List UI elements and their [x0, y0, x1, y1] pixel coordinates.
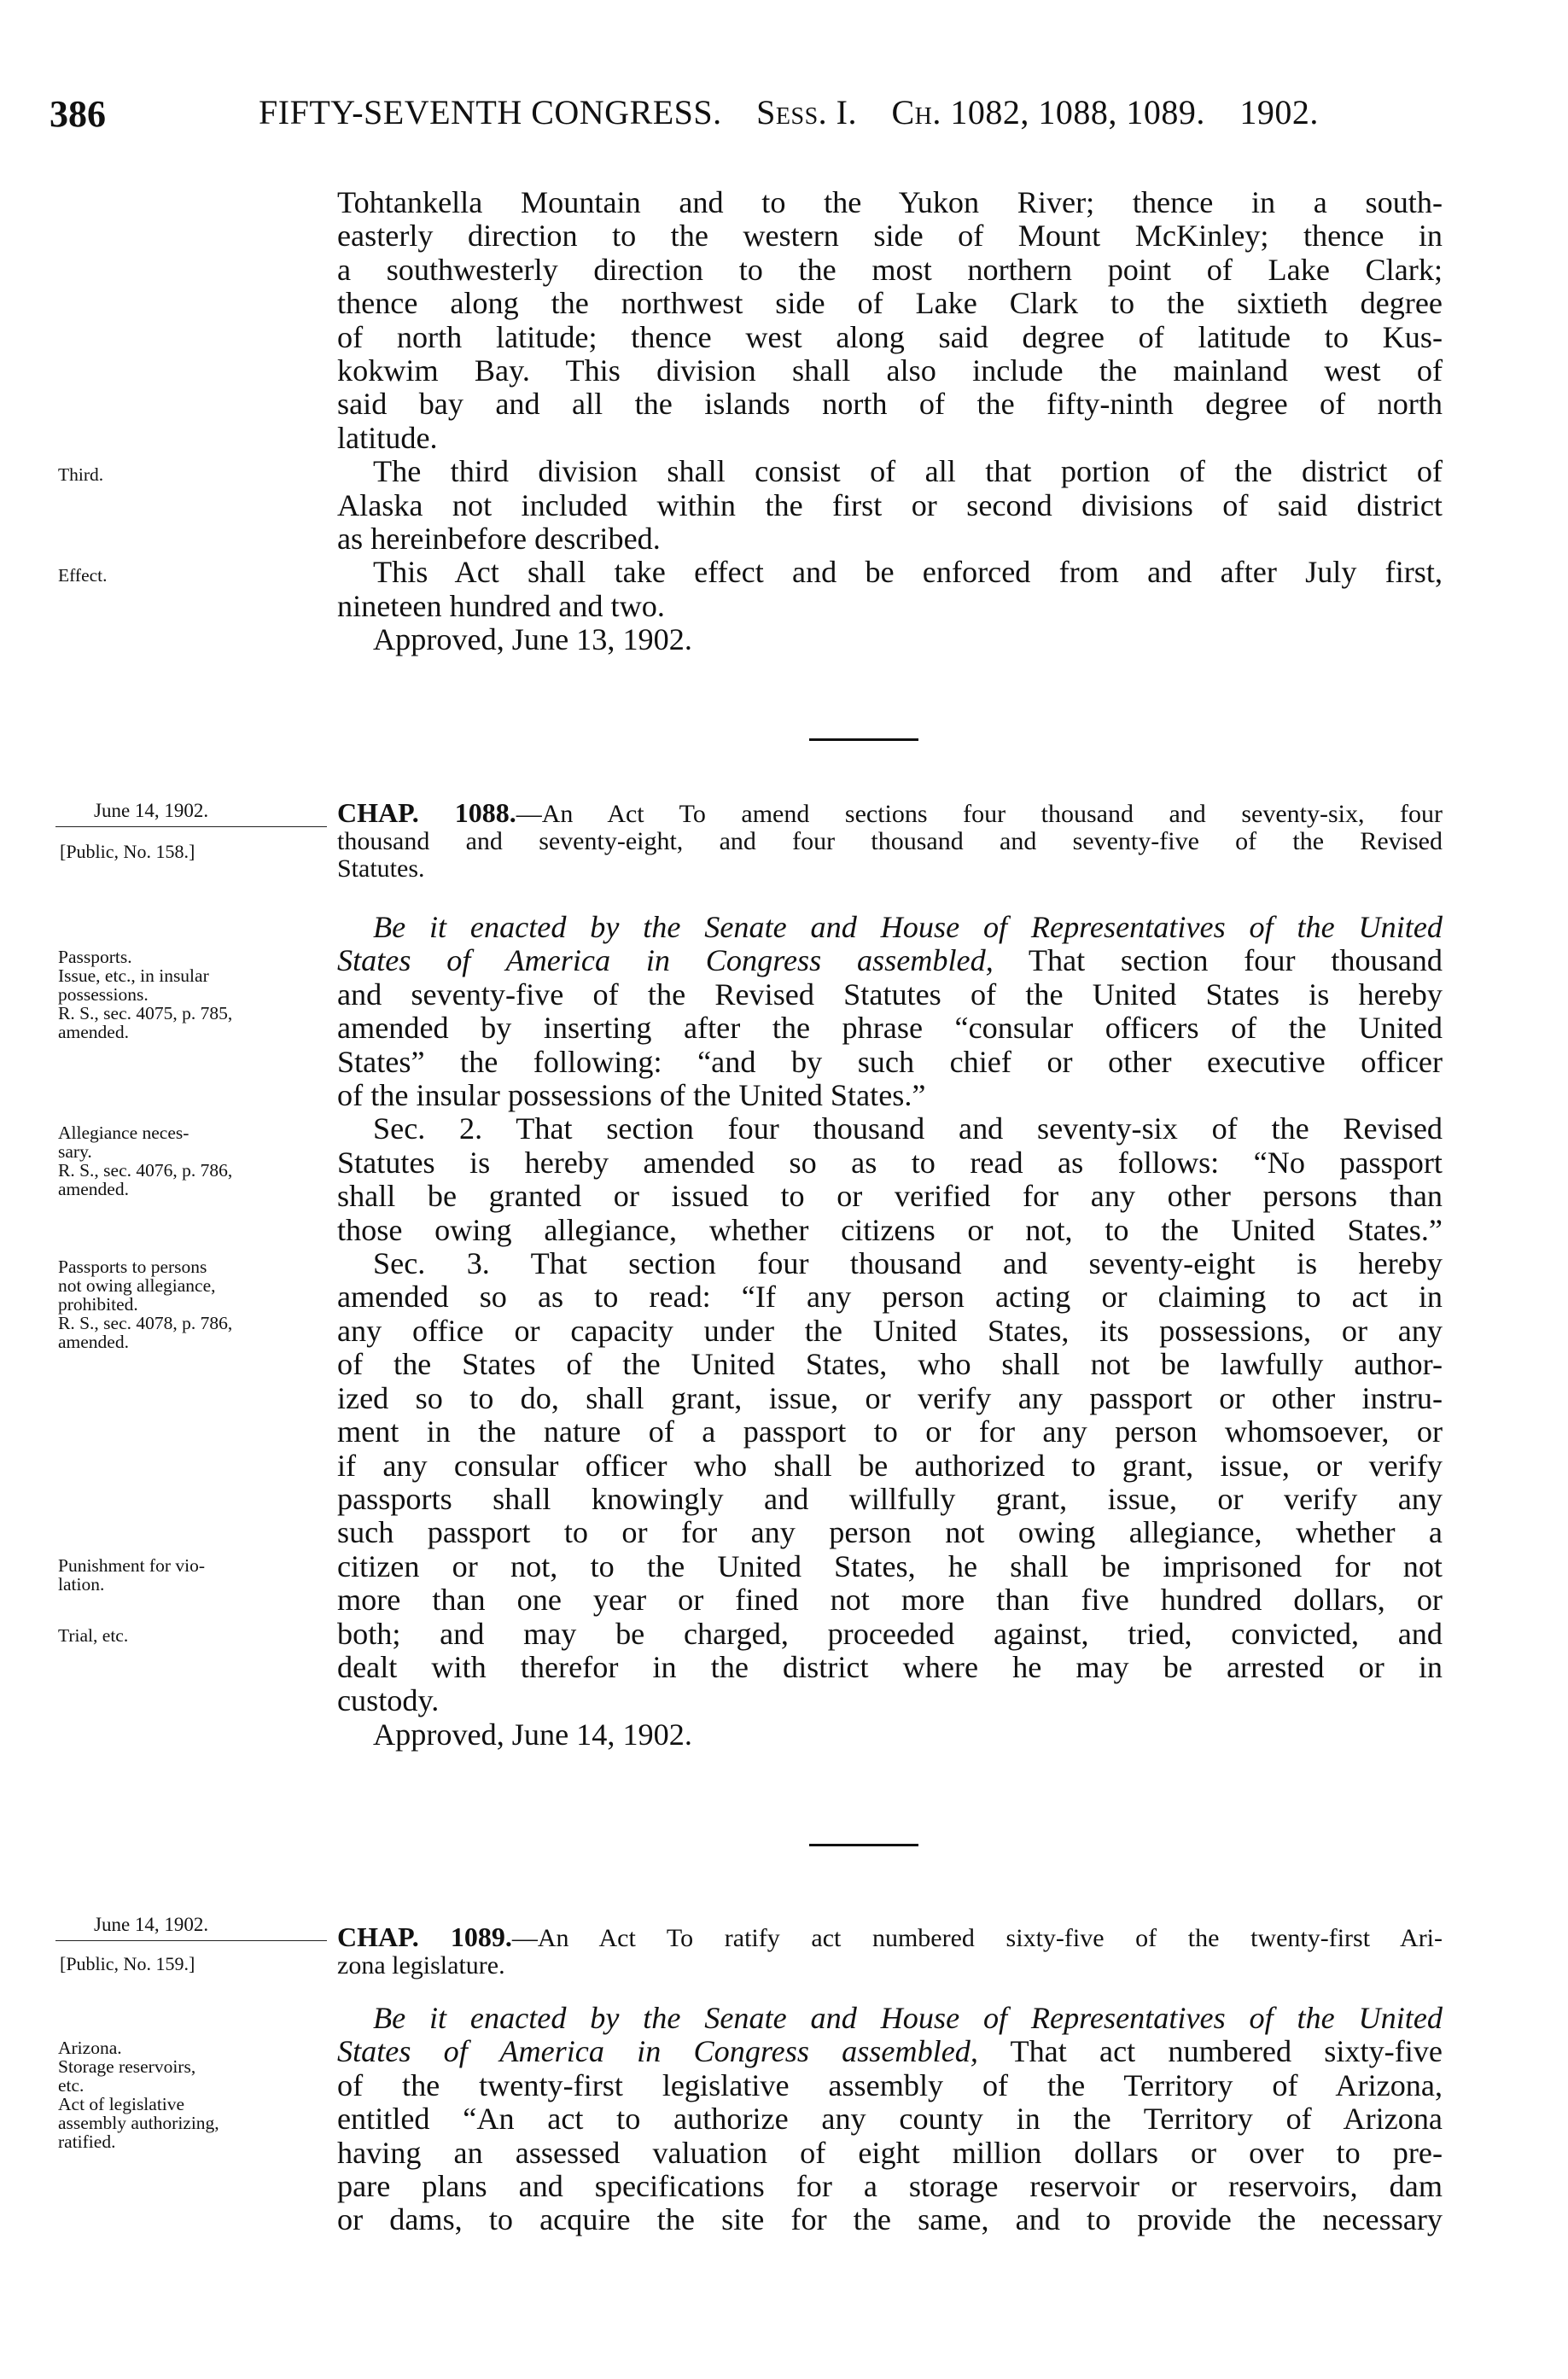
chap1088-public-number: [Public, No. 158.]	[60, 841, 195, 862]
approved-line: Approved, June 13, 1902.	[373, 622, 692, 657]
chapters-label: Ch. 1082, 1088, 1089.	[891, 93, 1205, 131]
margin-note-arizona	[58, 2038, 331, 2151]
text-line: custody.	[337, 1683, 440, 1718]
approved-line: Approved, June 14, 1902.	[373, 1717, 692, 1752]
margin-note-line: sary.	[58, 1141, 92, 1162]
margin-note-trial	[58, 1626, 331, 1645]
enacting-clause: Be it enacted by the Senate and House of Representatives of the United	[373, 2001, 1443, 2035]
text-line: of the insular possessions of the United States.”	[337, 1078, 926, 1113]
congress-title: FIFTY-SEVENTH CONGRESS.	[259, 93, 722, 131]
text-line: Statutes is hereby amended so as to read as follows: “No passport	[337, 1145, 1443, 1180]
chapter-number: CHAP. 1089.	[337, 1921, 512, 1952]
body-text: That act numbered sixty-five	[977, 2034, 1443, 2069]
chap1089-caption	[337, 1923, 1443, 1980]
text-line: shall be granted or issued to or verified for any other persons than	[337, 1179, 1443, 1214]
text-line: or dams, to acquire the site for the same, and to provide the necessary	[337, 2202, 1443, 2237]
margin-note-line: R. S., sec. 4075, p. 785,	[58, 1003, 233, 1023]
margin-rule	[55, 826, 327, 827]
margin-note-line: Punishment for vio-	[58, 1555, 205, 1576]
text-line: The third division shall consist of all that portion of the district of	[373, 454, 1443, 489]
text-line: said bay and all the islands north of the fifty-ninth degree of north	[337, 387, 1443, 422]
text-line: passports shall knowingly and willfully grant, issue, or verify any	[337, 1481, 1443, 1516]
enacting-clause: States of America in Congress assembled,	[337, 943, 994, 978]
text-line: kokwim Bay. This division shall also include the mainland west of	[337, 353, 1443, 388]
chap1089-date: June 14, 1902.	[94, 1914, 209, 1935]
text-line: dealt with therefor in the district where he may be arrested or in	[337, 1649, 1443, 1684]
margin-note-prohibited	[58, 1257, 331, 1351]
caption-line: thousand and seventy-eight, and four thousand and seventy-five of the Revised	[337, 827, 1443, 855]
caption-text: —An Act To amend sections four thousand and seventy-six, four	[516, 800, 1443, 828]
enacting-clause: Be it enacted by the Senate and House of Representatives of the United	[373, 910, 1443, 944]
caption-line	[337, 799, 1443, 828]
text-line: such passport to or for any person not owing allegiance, whether a	[337, 1515, 1443, 1550]
chap1088-date: June 14, 1902.	[94, 800, 209, 821]
margin-note-passports	[58, 948, 331, 1041]
text-line: as hereinbefore described.	[337, 522, 661, 557]
text-line: ment in the nature of a passport to or for any person whomsoever, or	[337, 1414, 1443, 1449]
margin-note-line: R. S., sec. 4076, p. 786,	[58, 1160, 233, 1181]
caption-line: Statutes.	[337, 854, 425, 883]
text-line: Tohtankella Mountain and to the Yukon River; thence in a south-	[337, 185, 1443, 219]
margin-note-allegiance	[58, 1123, 331, 1198]
margin-note-line: amended.	[58, 1179, 129, 1199]
text-line: latitude.	[337, 420, 438, 455]
body-text: That section four thousand	[993, 943, 1443, 978]
section-3-line: Sec. 3. That section four thousand and seventy-eight is hereby	[373, 1246, 1443, 1281]
margin-rule	[55, 1940, 327, 1941]
text-line	[337, 2035, 1443, 2068]
chapter-number: CHAP. 1088.	[337, 797, 516, 828]
margin-note-line: ratified.	[58, 2131, 116, 2152]
page-number: 386	[50, 93, 106, 135]
text-line: those owing allegiance, whether citizens or not, to the United States.”	[337, 1212, 1443, 1247]
margin-note-line: lation.	[58, 1574, 105, 1595]
margin-note-line: Passports to persons	[58, 1257, 207, 1277]
margin-note-punishment	[58, 1556, 331, 1594]
caption-text: —An Act To ratify act numbered sixty-five of the twenty-first Ari-	[511, 1924, 1443, 1952]
margin-note-line: Trial, etc.	[58, 1625, 129, 1646]
margin-note-line: assembly authorizing,	[58, 2113, 219, 2133]
text-line: and seventy-five of the Revised Statutes of the United States is hereby	[337, 977, 1443, 1012]
text-line: ized so to do, shall grant, issue, or verify any passport or other instru-	[337, 1380, 1443, 1415]
header-title	[259, 92, 1319, 132]
chap1089-body	[337, 2002, 1443, 2237]
enacting-clause: States of America in Congress assembled,	[337, 2034, 978, 2069]
margin-note-line: Arizona.	[58, 2038, 122, 2058]
chap1088-caption	[337, 799, 1443, 883]
margin-note-line: not owing allegiance,	[58, 1275, 216, 1296]
text-line: pare plans and specifications for a storage reservoir or reservoirs, dam	[337, 2169, 1443, 2204]
text-line: any office or capacity under the United States, its possessions, or any	[337, 1313, 1443, 1348]
division-text	[337, 186, 1443, 657]
text-line: States” the following: “and by such chief or other executive officer	[337, 1044, 1443, 1079]
text-line: having an assessed valuation of eight million dollars or over to pre-	[337, 2135, 1443, 2170]
text-line: a southwesterly direction to the most northern point of Lake Clark;	[337, 252, 1443, 287]
margin-note-third: Third.	[58, 464, 104, 485]
session-label: Sess. I.	[756, 93, 857, 131]
running-header	[50, 92, 1449, 143]
margin-note-line: Passports.	[58, 947, 132, 967]
chap1088-body	[337, 911, 1443, 1752]
section-separator	[809, 738, 918, 741]
text-line: This Act shall take effect and be enforced from and after July first,	[373, 555, 1443, 590]
margin-note-line: R. S., sec. 4078, p. 786,	[58, 1313, 233, 1333]
margin-note-line: amended.	[58, 1332, 129, 1352]
margin-note-line: Allegiance neces-	[58, 1122, 189, 1143]
text-line	[337, 944, 1443, 977]
text-line: amended so as to read: “If any person acting or claiming to act in	[337, 1280, 1443, 1315]
section-separator	[809, 1844, 918, 1846]
text-line: entitled “An act to authorize any county in the Territory of Arizona	[337, 2102, 1443, 2137]
text-line: of the twenty-first legislative assembly of the Territory of Arizona,	[337, 2067, 1443, 2102]
margin-note-line: Issue, etc., in insular	[58, 965, 209, 986]
text-line: easterly direction to the western side of Mount McKinley; thence in	[337, 219, 1443, 254]
text-line: Alaska not included within the first or second divisions of said district	[337, 487, 1443, 522]
margin-note-line: Act of legislative	[58, 2094, 185, 2114]
chap1089-public-number: [Public, No. 159.]	[60, 1953, 195, 1974]
caption-line: zona legislature.	[337, 1951, 505, 1980]
text-line: of the States of the United States, who shall not be lawfully author-	[337, 1347, 1443, 1382]
margin-note-line: prohibited.	[58, 1294, 138, 1315]
margin-note-line: Storage reservoirs,	[58, 2056, 196, 2077]
text-line: if any consular officer who shall be authorized to grant, issue, or verify	[337, 1448, 1443, 1483]
margin-note-line: etc.	[58, 2075, 85, 2096]
text-line: amended by inserting after the phrase “consular officers of the United	[337, 1011, 1443, 1046]
caption-line	[337, 1923, 1443, 1952]
text-line: of north latitude; thence west along said degree of latitude to Kus-	[337, 319, 1443, 354]
margin-note-line: possessions.	[58, 984, 149, 1005]
text-line: thence along the northwest side of Lake Clark to the sixtieth degree	[337, 286, 1443, 321]
section-2-line: Sec. 2. That section four thousand and seventy-six of the Revised	[373, 1111, 1443, 1146]
margin-note-effect: Effect.	[58, 565, 108, 586]
text-line: citizen or not, to the United States, he shall be imprisoned for not	[337, 1548, 1443, 1583]
text-line: more than one year or fined not more than five hundred dollars, or	[337, 1583, 1443, 1618]
text-line: both; and may be charged, proceeded against, tried, convicted, and	[337, 1616, 1443, 1651]
header-year: 1902.	[1239, 93, 1319, 131]
margin-note-line: amended.	[58, 1022, 129, 1042]
text-line: nineteen hundred and two.	[337, 588, 665, 623]
